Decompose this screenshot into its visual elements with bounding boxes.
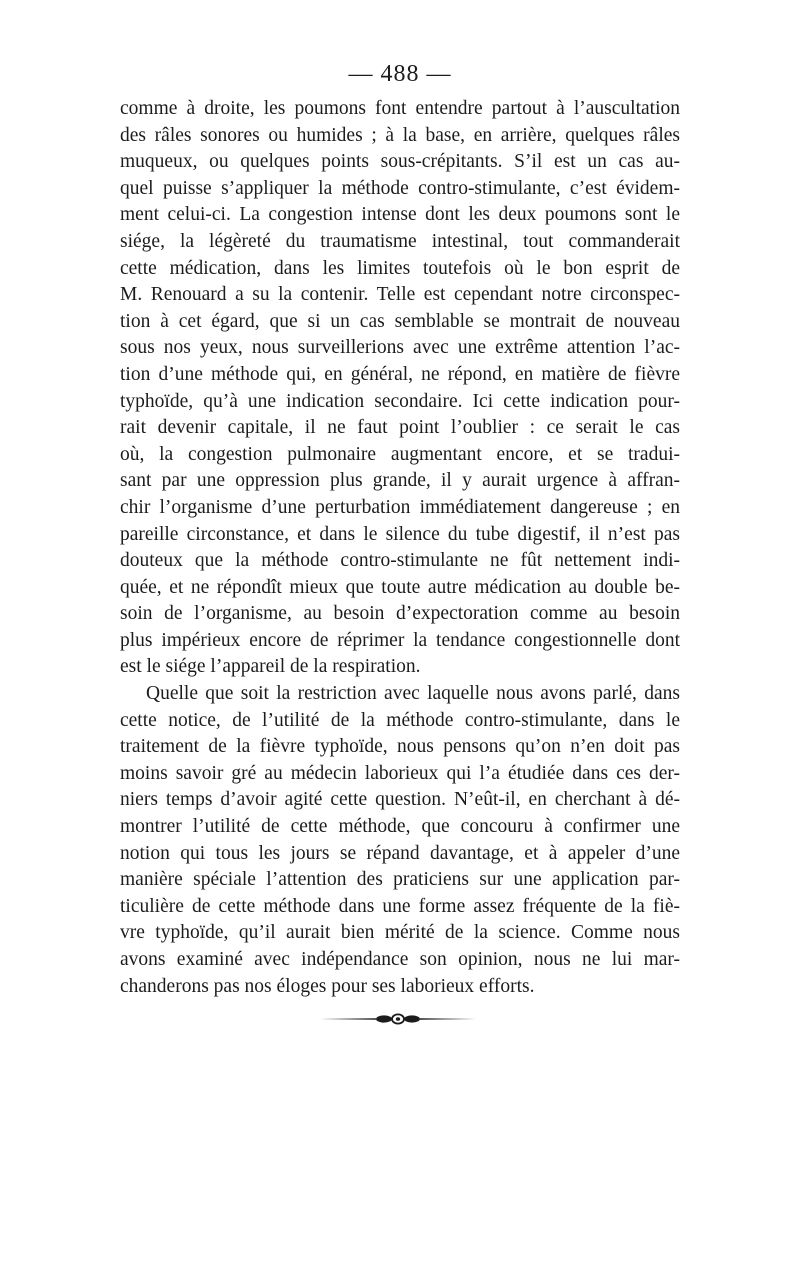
text-line: niers temps d’avoir agité cette question. N’eût-il, en cherchant à dé- [120,789,680,811]
text-line: muqueux, ou quelques points sous-crépitants. S’il est un cas au- [120,151,680,173]
text-line: siége, la légèreté du traumatisme intestinal, tout commanderait [120,230,680,252]
text-line: des râles sonores ou humides ; à la base, en arrière, quelques râles [120,124,680,146]
text-line: tion d’une méthode qui, en général, ne répond, en matière de fièvre [120,363,680,385]
text-line: M. Renouard a su la contenir. Telle est cependant notre circonspec- [120,284,680,306]
text-line: cette médication, dans les limites toutefois où le bon esprit de [120,257,680,279]
text-line: tion à cet égard, que si un cas semblable se montrait de nouveau [120,310,680,332]
text-line: avons examiné avec indépendance son opinion, nous ne lui mar- [120,949,680,970]
text-line: montrer l’utilité de cette méthode, que concouru à confirmer une [120,816,680,838]
text-line: pareille circonstance, et dans le silence du tube digestif, il n’est pas [120,523,680,545]
text-line: où, la congestion pulmonaire augmentant encore, et se tradui- [120,443,680,465]
text-line: douteux que la méthode contro-stimulante ne fût nettement indi- [120,550,680,572]
text-line: manière spéciale l’attention des praticiens sur une application par- [120,869,680,891]
text-line: cette notice, de l’utilité de la méthode contro-stimulante, dans le [120,709,680,731]
text-line: Quelle que soit la restriction avec laquelle nous avons parlé, dans [146,683,680,705]
tailpiece-ornament [318,1012,478,1026]
text-line: ticulière de cette méthode dans une forme assez fréquente de la fiè- [120,895,680,917]
body-text [120,96,680,1000]
text-line: moins savoir gré au médecin laborieux qui l’a étudiée dans ces der- [120,762,680,784]
text-line: plus impérieux encore de réprimer la tendance congestionnelle dont [120,629,680,651]
text-line: soin de l’organisme, au besoin d’expectoration comme au besoin [120,603,680,625]
text-line: comme à droite, les poumons font entendre partout à l’auscultation [120,98,680,119]
page-number: — 488 — [348,61,452,87]
text-line: chanderons pas nos éloges pour ses laborieux efforts. [120,975,535,997]
text-line: traitement de la fièvre typhoïde, nous pensons qu’on n’en doit pas [120,736,680,758]
text-line: rait devenir capitale, il ne faut point l’oublier : ce serait le cas [120,417,680,439]
text-line: sant par une oppression plus grande, il y aurait urgence à affran- [120,470,680,492]
text-line: quel puisse s’appliquer la méthode contro-stimulante, c’est évidem- [120,177,680,199]
text-line: vre typhoïde, qu’il aurait bien mérité de la science. Comme nous [120,922,680,944]
paragraph-1 [120,96,680,681]
text-line: est le siége l’appareil de la respiration. [120,656,421,678]
text-line: ment celui-ci. La congestion intense dont les deux poumons sont le [120,204,680,226]
text-line: typhoïde, qu’à une indication secondaire. Ici cette indication pour- [120,390,680,412]
text-line: chir l’organisme d’une perturbation immédiatement dangereuse ; en [120,496,680,518]
text-line: sous nos yeux, nous surveillerions avec une extrême attention l’ac- [120,337,680,359]
paragraph-2 [120,681,680,1000]
text-line: quée, et ne répondît mieux que toute autre médication au double be- [120,576,680,598]
text-line: notion qui tous les jours se répand davantage, et à appeler d’une [120,842,680,864]
